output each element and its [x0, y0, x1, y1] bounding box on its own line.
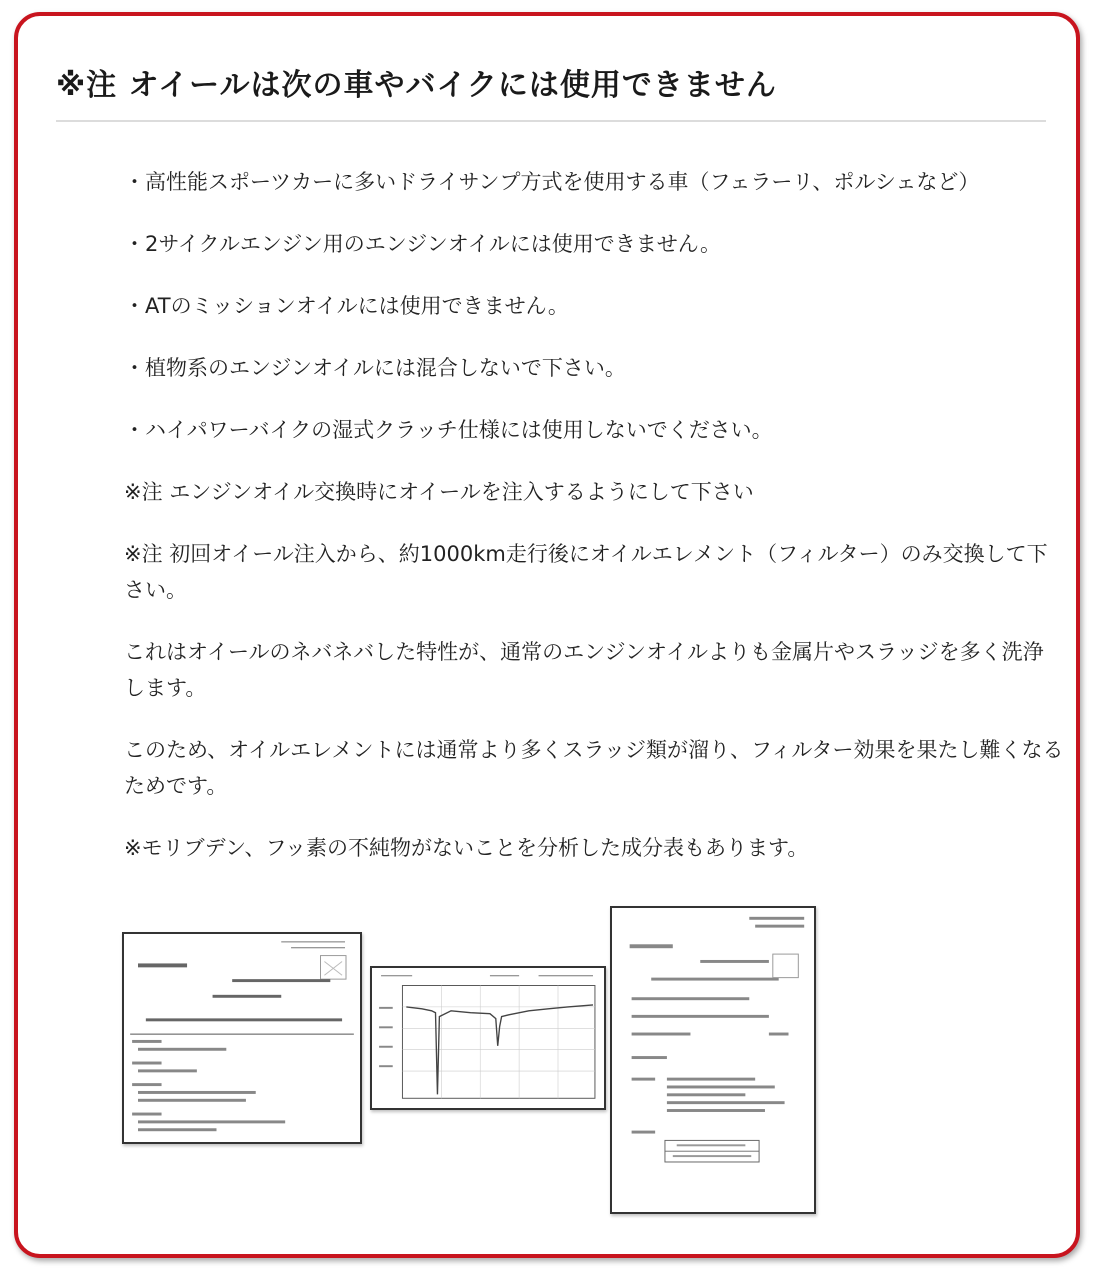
- notice-line: ※注 初回オイール注入から、約1000km走行後にオイルエレメント（フィルター）のみ交換して下さい。: [124, 542, 1048, 602]
- heading-divider: [56, 120, 1046, 122]
- notice-line: これはオイールのネバネバした特性が、通常のエンジンオイルよりも金属片やスラッジを多く洗浄します。: [124, 640, 1044, 700]
- notice-card: [14, 12, 1080, 1258]
- notice-line: ※モリブデン、フッ素の不純物がないことを分析した成分表もあります。: [124, 836, 809, 860]
- notice-line: ※注 エンジンオイル交換時にオイールを注入するようにして下さい: [124, 480, 754, 504]
- notice-line: ・ATのミッションオイルには使用できません。: [124, 294, 569, 318]
- notice-line: このため、オイルエレメントには通常より多くスラッジ類が溜り、フィルター効果を果たし難くなるためです。: [124, 738, 1064, 798]
- notice-line: ・植物系のエンジンオイルには混合しないで下さい。: [124, 356, 626, 380]
- notice-line: ・2サイクルエンジン用のエンジンオイルには使用できません。: [124, 232, 721, 256]
- notice-line: ・高性能スポーツカーに多いドライサンプ方式を使用する車（フェラーリ、ポルシェなど）: [124, 170, 980, 194]
- notice-heading: ※注 オイールは次の車やバイクには使用できません: [56, 68, 777, 103]
- notice-line: ・ハイパワーバイクの湿式クラッチ仕様には使用しないでください。: [124, 418, 773, 442]
- notice-content: [124, 164, 1064, 892]
